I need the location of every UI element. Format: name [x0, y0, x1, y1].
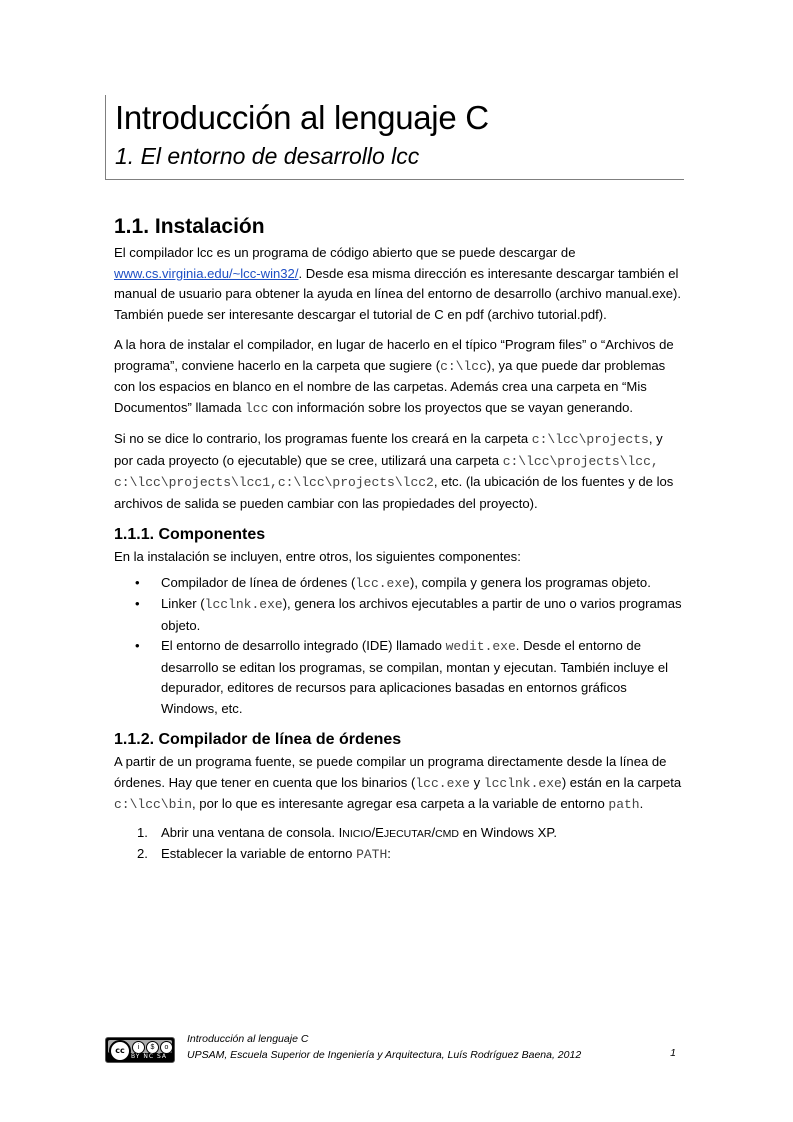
- steps-list: [114, 823, 684, 866]
- text: , y por cada proyecto (o ejecutable) que se cree, utilizará una carpeta: [114, 431, 663, 468]
- text: El compilador lcc es un programa de código abierto que se puede descargar de: [114, 245, 576, 260]
- code-path: c:\lcc: [440, 358, 487, 374]
- text: :: [387, 846, 391, 861]
- paragraph-projects: [114, 429, 684, 514]
- text: . Desde el entorno de desarrollo se editan los programas, se compilan, montan y ejecutan. También incluye el depurador, editores de recursos para aplicaciones basadas en entornos gráficos Windows, etc.: [161, 638, 669, 716]
- bullet-icon: •: [135, 574, 140, 590]
- text: .: [639, 796, 644, 811]
- document-body: [114, 214, 684, 866]
- text: E: [375, 824, 384, 840]
- paragraph-command-line: [114, 752, 684, 816]
- bullet-icon: •: [135, 638, 140, 653]
- sharealike-icon: o: [160, 1041, 173, 1054]
- step-number: 1.: [137, 824, 148, 840]
- list-item: [114, 573, 684, 595]
- code-path: c:\lcc\projects: [531, 432, 649, 447]
- code-binary: lcclnk.exe: [483, 775, 562, 791]
- license-labels: BY NC SA: [131, 1053, 167, 1060]
- paragraph-components-intro: En la instalación se incluyen, entre otros, los siguientes componentes:: [114, 549, 521, 564]
- text: Abrir una ventana de consola.: [161, 824, 339, 840]
- text: A la hora de instalar el compilador, en lugar de hacerlo en el típico “Program files” o “Archivos de programa”, conviene hacerlo en la carpeta que sugiere (: [114, 337, 674, 373]
- text: ) están en la carpeta: [561, 774, 682, 790]
- text: Linker (: [161, 596, 205, 611]
- title-block: [105, 95, 684, 180]
- text: , por lo que es interesante agregar esa carpeta a la variable de entorno: [192, 796, 609, 811]
- section-heading-instalacion: 1.1. Instalación: [114, 215, 265, 238]
- bullet-icon: •: [135, 596, 140, 611]
- subsection-heading-componentes: 1.1.1. Componentes: [114, 526, 266, 543]
- text: . Desde esa misma dirección es interesante descargar también el manual de usuario para obtener la ayuda en línea del entorno de desarrollo (archivo manual.exe). También puede ser interesante descargar el tutorial de C en pdf (archivo tutorial.pdf).: [114, 265, 682, 322]
- text: El entorno de desarrollo integrado (IDE) llamado: [161, 638, 446, 653]
- creative-commons-license-icon: [105, 1037, 175, 1063]
- text: Establecer la variable de entorno: [161, 846, 357, 861]
- text: ), compila y genera los programas objeto.: [409, 574, 651, 590]
- document-title: Introducción al lenguaje C: [115, 99, 489, 136]
- text: CMD: [435, 827, 460, 840]
- text: , etc. (la ubicación de los fuentes y de los archivos de salida se pueden cambiar con las propiedades del proyecto).: [114, 474, 674, 511]
- code-variable: path: [608, 797, 640, 812]
- list-item: [114, 636, 684, 719]
- text: en Windows XP.: [459, 824, 558, 840]
- components-list: [114, 573, 684, 720]
- text: Si no se dice lo contrario, los programas fuente los creará en la carpeta: [114, 431, 532, 446]
- list-item: [114, 594, 684, 636]
- attribution-icon: i: [132, 1041, 145, 1054]
- footer-line-2: UPSAM, Escuela Superior de Ingeniería y Arquitectura, Luís Rodríguez Baena, 2012: [187, 1049, 582, 1061]
- footer-line-1: Introducción al lenguaje C: [187, 1033, 309, 1045]
- text: NICIO: [342, 827, 372, 840]
- text: con información sobre los proyectos que se vayan generando.: [268, 399, 634, 415]
- code-binary: lcclnk.exe: [204, 597, 283, 612]
- footer-text: [187, 1031, 581, 1063]
- step-number: 2.: [137, 846, 148, 861]
- text: ), ya que puede dar problemas con los espacios en blanco en el nombre de las carpetas. Además crea una carpeta en “Mis Documentos” llamada: [114, 357, 666, 415]
- text: /: [371, 824, 376, 840]
- subsection-heading-compilador: 1.1.2. Compilador de línea de órdenes: [114, 731, 402, 748]
- code-path-list: c:\lcc\projects\lcc, c:\lcc\projects\lcc1,c:\lcc\projects\lcc2: [114, 453, 659, 490]
- code-path: c:\lcc\bin: [114, 797, 193, 812]
- text: A partir de un programa fuente, se puede compilar un programa directamente desde la línea de órdenes. Hay que tener en cuenta que los binarios (: [114, 754, 667, 790]
- text: /: [431, 824, 436, 840]
- text: JECUTAR: [383, 827, 432, 840]
- page-number: 1: [670, 1047, 676, 1059]
- text: Compilador de línea de órdenes (: [161, 574, 356, 590]
- cc-icon: cc: [109, 1040, 131, 1062]
- code-binary: wedit.exe: [445, 639, 516, 654]
- code-binary: lcc.exe: [355, 575, 410, 591]
- text: I: [338, 824, 343, 840]
- noncommercial-icon: $: [146, 1041, 159, 1054]
- code-binary: lcc.exe: [415, 775, 470, 791]
- list-item: [114, 844, 684, 866]
- text: ), genera los archivos ejecutables a partir de uno o varios programas objeto.: [161, 596, 682, 633]
- code-variable: PATH: [356, 847, 388, 862]
- chapter-title: 1. El entorno de desarrollo lcc: [115, 143, 420, 169]
- page-footer: [105, 1031, 683, 1061]
- download-link[interactable]: www.cs.virginia.edu/~lcc-win32/: [114, 265, 299, 281]
- list-item: [114, 823, 684, 845]
- code-folder: lcc: [245, 400, 269, 416]
- paragraph-install-folder: [114, 335, 684, 419]
- text: y: [469, 774, 484, 790]
- paragraph-intro: [114, 243, 684, 325]
